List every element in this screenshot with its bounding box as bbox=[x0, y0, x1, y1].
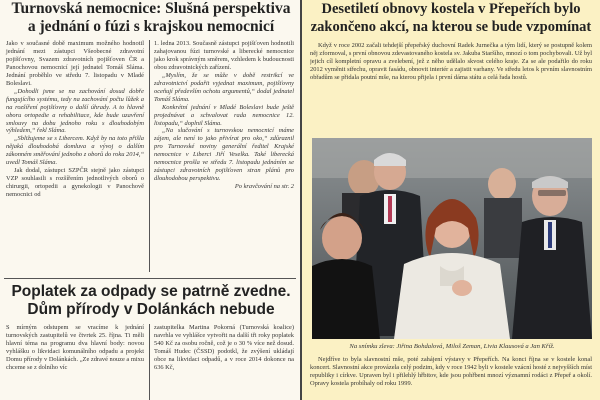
paragraph: Jako v současné době maximum možného hodnotil jednání mezi zástupci Všeobecné zdravotní pojišťovny, Svazem zdravotních pojišťoven ČR a Panochovou nemocnicí její jednatel Tomáš Sláma. Jednání proběhlo ve středu 7. listopadu v Mladé Boleslavi. bbox=[6, 40, 144, 87]
paragraph: Jak dodal, zástupci SZPČR stejně jako zástupci VZP souhlasili s rozšířením jednotlivých oborů o chirurgii, ortopedii a gynekologii v Panochově nemocnici od bbox=[6, 167, 144, 199]
article-text bbox=[310, 42, 592, 134]
paragraph: Konkrétní jednání v Mladé Boleslavi bude ještě projednávat a schvalovat rada nemocnice 12. listopadu,“ doplnil Sláma. bbox=[154, 103, 294, 127]
article-column-1 bbox=[6, 40, 144, 199]
right-page bbox=[302, 0, 600, 400]
headline-line: Poplatek za odpady se patrně zvedne. bbox=[11, 283, 291, 300]
column-divider bbox=[149, 324, 150, 400]
article2-column-2 bbox=[154, 324, 294, 372]
article2-column-1 bbox=[6, 324, 144, 372]
paragraph: zastupitelka Martina Pokorná (Turnovská koalice) navrhla ve vyhlášce vytvořit na další tři roky poplatek 540 Kč za osobu ročně, což je o 30 % více než dosud. Tomáš Hudec (ČSSD) podotkl, že zvýšení ukládají obce na likvidaci odpadů, a v roce 2014 dokonce na 636 Kč, bbox=[154, 324, 294, 371]
article-headline-kostel: Desetiletí obnovy kostela v Přepeřích bylo zakončeno akcí, na kterou se bude vzpomínat bbox=[310, 1, 592, 35]
paragraph: Nejdříve to byla slavnostní mše, poté zahájení výstavy v Přepeřích. Na konci října se v kostele konal koncert. Slavnostní akce provázela celý podzim, kdy v roce 1942 byli v kostele vzácní hosté z nejvyšších míst republiky i církve. Upraven byl i přilehlý hřbitov, kde jsou pohřbeni mnozí významní rodáci z Přepeř a okolí. Opravy kostela probíhaly od roku 1999. bbox=[310, 356, 592, 387]
news-photo bbox=[312, 138, 592, 339]
article-headline-odpady bbox=[6, 283, 296, 319]
paragraph: „Myslím, že se může v době restrikcí ve zdravotnictví podařit vyjednat maximum, pojišťovny oceňují především ochotu argumentů,“ dodal jednatel Tomáš Sláma. bbox=[154, 71, 294, 103]
article-column-2 bbox=[154, 40, 294, 191]
photo-caption: Na snímku zleva: Jiřina Bohdalová, Miloš Zeman, Livia Klausová a Jan Kříž. bbox=[349, 343, 555, 350]
continued-note: Po kravčování na str. 2 bbox=[234, 183, 294, 191]
paragraph: 1. ledna 2013. Současně zástupci pojišťoven hodnotili zahajovanou fúzi turnovské a liberecké nemocnice jako krok správným směrem, vzhledem k budoucnosti obou zdravotnických zařízení. bbox=[154, 40, 294, 71]
paragraph: „Na slučování s turnovskou nemocnicí máme zájem, ale není to jako přivírat pro oko,“ zdůraznil pro Turnovské noviny generální ředitel Krajské nemocnice v Liberci Jiří Veselka. Také liberecká nemocnice prošla ve středu 7. listopadu jednáním se zástupci zdravotních pojišťoven stran plánů pro dlouhodobou perspektivu. bbox=[154, 127, 294, 183]
paragraph: „Sbližujeme se s Libercem. Když by na toto přišla nějaká dlouhodobá domluva a vývoj o dalším zákonném směřování jednoho z oborů do roku 2014,“ uvedl Tomáš Sláma. bbox=[6, 135, 144, 167]
paragraph: Když v roce 2002 začali tehdejší přepeřský duchovní Radek Jurnečka a tým lidí, který se postupně kolem něj zformoval, s první obnovou zdevastovaného kostela sv. Jakuba Staršího, mnozí o tom pochybovali. Už byl jejich cíl kompletní opravu a zvelebení, jež z něho udělalo skvost celého kraje. Za se ale podařilo do roku 2012 vyměnit střechu, opravit fasádu, obnovit interiér a zajistit varhany. Ve středu letos k prvním slavnostním obřadům se přidala poutní mše, na kterou přijela i první dáma státu a celá řada hostů. bbox=[310, 42, 592, 81]
headline-line: Dům přírody v Dolánkách nebude bbox=[27, 301, 275, 318]
article-text-continued bbox=[310, 356, 592, 400]
section-divider bbox=[4, 278, 296, 279]
column-divider bbox=[149, 40, 150, 272]
paragraph: „Dohodli jsme se na zachování dosud dobře fungujícího systému, tedy na zachování počtu lůžek a na rozšíření pojišťovny o další úhrady. A to hlavně oboru ortopedie a rehabilitace, kde bude uzavření smlouvy na dobu jednoho roku s dlouhodobým výhledem,“ řekl Sláma. bbox=[6, 87, 144, 135]
paragraph: S mírným odstupem se vracíme k jednání turnovských zastupitelů ve čtvrtek 25. října. Ti měli hlavní téma na programu dva hlavní body: novou vyhlášku o likvidaci komunálního odpadu a projekt Domu přírody v Dolánkách. „Ze zdravé nouze a mixu chceme se z dolního víc bbox=[6, 324, 144, 371]
photo-illustration bbox=[312, 138, 592, 339]
article-headline-nemocnice: Turnovská nemocnice: Slušná perspektiva a jednání o fúzi s krajskou nemocnicí bbox=[11, 0, 291, 35]
